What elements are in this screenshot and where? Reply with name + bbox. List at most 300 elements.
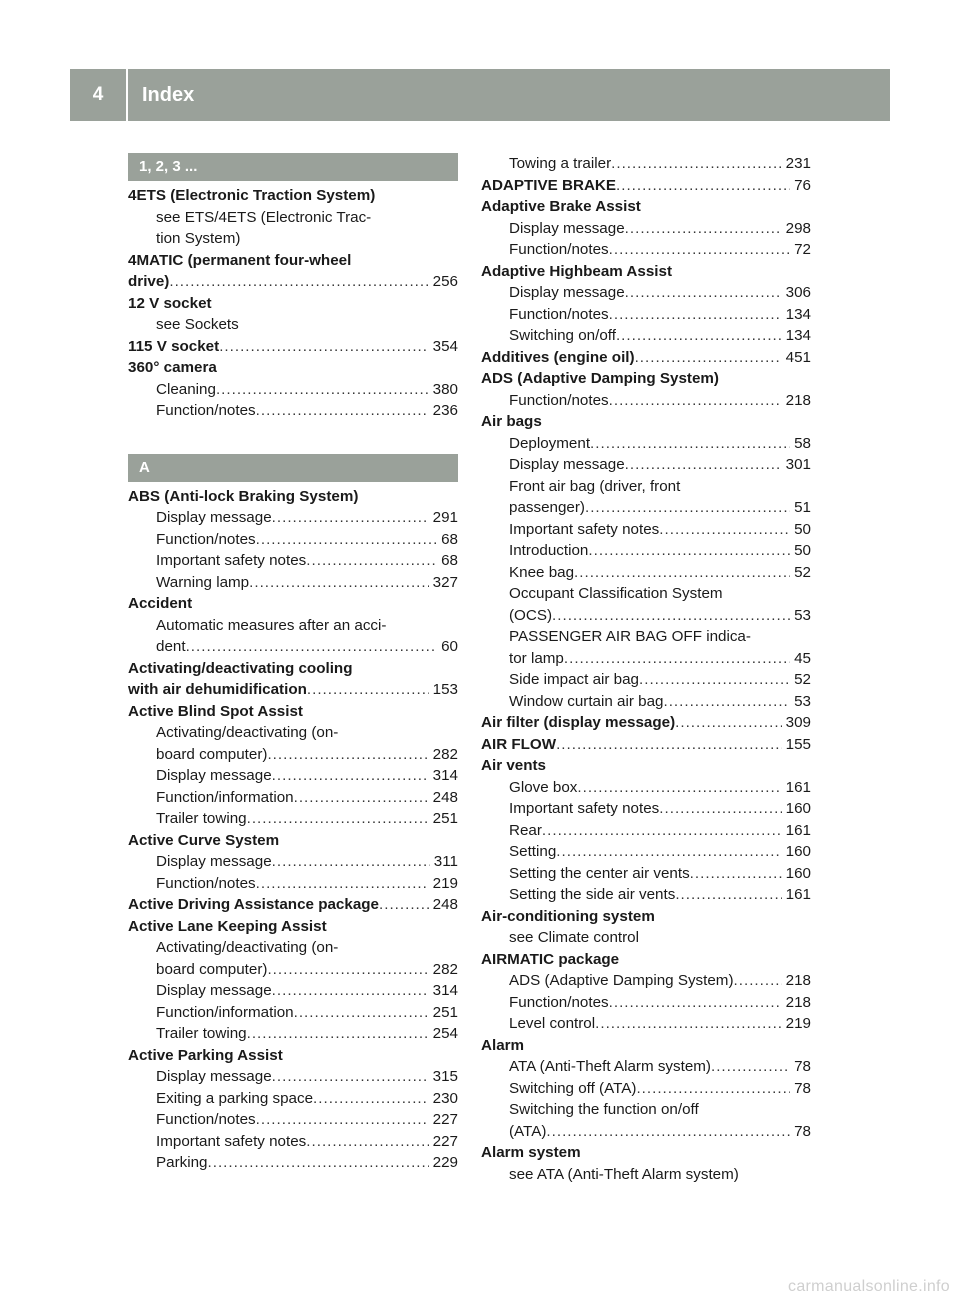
entry-page-number: 72 (794, 241, 811, 258)
index-subentry (481, 239, 811, 261)
entry-text: Active Driving Assistance package (128, 896, 379, 913)
entry-text: ADAPTIVE BRAKE (481, 176, 617, 194)
entry-text: drive) (128, 273, 170, 290)
index-entry (481, 734, 811, 756)
entry-text: Function/notes (156, 530, 256, 548)
entry-text: Towing a trailer (509, 155, 612, 172)
entry-text: Important safety notes (509, 800, 660, 817)
index-entry (128, 1045, 458, 1067)
entry-page-number: 68 (441, 552, 458, 569)
leader-dots (609, 304, 782, 326)
entry-page-number: 248 (432, 896, 458, 913)
entry-text: 4MATIC (permanent four-wheel (128, 251, 352, 269)
leader-dots (219, 336, 428, 358)
index-subentry (481, 927, 811, 949)
entry-text: Function/notes (509, 241, 609, 258)
entry-text: Display message (156, 853, 272, 870)
entry-text: Additives (engine oil) (481, 348, 635, 366)
entry-page-number: 161 (785, 821, 811, 839)
entry-page-number: 161 (785, 886, 811, 903)
index-subentry (128, 550, 458, 572)
entry-page-number: 231 (785, 155, 811, 172)
entry-page-number: 254 (432, 1025, 458, 1042)
index-entry (128, 593, 458, 615)
index-subentry (128, 615, 458, 637)
index-subentry (128, 1088, 458, 1110)
section-header: A (128, 454, 458, 482)
entry-text: with air dehumidification (128, 681, 307, 698)
index-subentry (128, 636, 458, 658)
entry-text: Function/information (156, 1003, 294, 1021)
leader-dots (574, 562, 790, 584)
index-subentry (481, 153, 811, 175)
leader-dots (542, 820, 782, 842)
entry-page-number: 291 (432, 509, 458, 526)
index-subentry (481, 992, 811, 1014)
index-subentry (481, 454, 811, 476)
index-subentry (128, 744, 458, 766)
entry-page-number: 53 (794, 692, 811, 710)
index-subentry (481, 1164, 811, 1186)
leader-dots (208, 1152, 429, 1174)
entry-text: Important safety notes (509, 520, 660, 538)
leader-dots (556, 841, 781, 863)
leader-dots (379, 894, 429, 916)
leader-dots (272, 765, 429, 787)
entry-text: Important safety notes (156, 1132, 307, 1150)
leader-dots (675, 712, 782, 734)
entry-page-number: 60 (441, 638, 458, 655)
index-column-left (128, 153, 458, 1174)
entry-text: see ATA (Anti-Theft Alarm system) (509, 1165, 739, 1183)
leader-dots (585, 497, 790, 519)
index-subentry (481, 1121, 811, 1143)
entry-page-number: 282 (432, 960, 458, 978)
leader-dots (556, 734, 782, 756)
entry-page-number: 298 (785, 219, 811, 237)
index-subentry (481, 562, 811, 584)
index-subentry (128, 400, 458, 422)
entry-page-number: 311 (433, 853, 458, 870)
index-subentry (128, 1002, 458, 1024)
entry-text: Display message (156, 767, 272, 784)
entry-page-number: 160 (785, 800, 811, 817)
index-subentry (128, 1152, 458, 1174)
entry-text: Function/notes (156, 874, 256, 892)
entry-text: Front air bag (driver, front (509, 477, 681, 495)
entry-text: Important safety notes (156, 552, 307, 569)
entry-text: Introduction (509, 542, 589, 559)
index-subentry (481, 798, 811, 820)
entry-text: ADS (Adaptive Damping System) (509, 972, 734, 989)
leader-dots (625, 282, 782, 304)
entry-page-number: 227 (432, 1111, 458, 1128)
entry-text: Setting the center air vents (509, 864, 690, 882)
index-entry (128, 250, 458, 272)
entry-text: Switching off (ATA) (509, 1079, 637, 1097)
entry-page-number: 306 (785, 284, 811, 301)
index-entry (481, 411, 811, 433)
watermark: carmanualsonline.info (788, 1278, 950, 1295)
leader-dots (552, 605, 790, 627)
entry-page-number: 227 (432, 1132, 458, 1150)
entry-text: Display message (509, 284, 625, 301)
entry-text: Deployment (509, 434, 591, 452)
leader-dots (690, 863, 782, 885)
leader-dots (169, 271, 428, 293)
entry-text: Air vents (481, 757, 546, 774)
entry-text: board computer) (156, 960, 268, 978)
entry-text: 12 V socket (128, 294, 212, 312)
entry-text: Accident (128, 595, 193, 612)
leader-dots (635, 347, 782, 369)
entry-page-number: 52 (794, 671, 811, 688)
leader-dots (267, 959, 428, 981)
entry-text: Warning lamp (156, 573, 250, 591)
index-subentry (128, 808, 458, 830)
index-subentry (481, 519, 811, 541)
entry-text: ABS (Anti-lock Braking System) (128, 487, 359, 505)
entry-page-number: 256 (432, 273, 458, 290)
index-subentry (481, 841, 811, 863)
index-entry (128, 658, 458, 680)
entry-page-number: 78 (794, 1058, 811, 1075)
entry-text: ATA (Anti-Theft Alarm system) (509, 1058, 711, 1075)
leader-dots (256, 400, 429, 422)
index-entry (481, 712, 811, 734)
section-header: 1, 2, 3 ... (128, 153, 458, 181)
entry-text: ADS (Adaptive Damping System) (481, 370, 719, 387)
entry-page-number: 160 (785, 864, 811, 882)
index-entry (128, 357, 458, 379)
leader-dots (249, 572, 429, 594)
leader-dots (616, 175, 790, 197)
entry-text: 360° camera (128, 359, 217, 376)
entry-text: Display message (156, 509, 272, 526)
entry-text: Display message (509, 456, 625, 473)
index-entry (481, 175, 811, 197)
leader-dots (595, 1013, 782, 1035)
index-entry (481, 196, 811, 218)
leader-dots (267, 744, 428, 766)
entry-text: Switching on/off (509, 327, 616, 344)
index-subentry (481, 583, 811, 605)
index-subentry (481, 884, 811, 906)
entry-page-number: 219 (432, 874, 458, 892)
entry-page-number: 50 (794, 520, 811, 538)
entry-page-number: 51 (794, 499, 811, 516)
index-subentry (128, 980, 458, 1002)
index-entry (481, 368, 811, 390)
index-subentry (481, 304, 811, 326)
entry-page-number: 53 (794, 606, 811, 624)
entry-page-number: 354 (432, 337, 458, 355)
index-entry (481, 261, 811, 283)
entry-text: passenger) (509, 499, 585, 516)
entry-text: Active Lane Keeping Assist (128, 917, 327, 935)
leader-dots (247, 1023, 429, 1045)
index-subentry (128, 1131, 458, 1153)
entry-text: Active Blind Spot Assist (128, 702, 303, 720)
index-entry (481, 1035, 811, 1057)
leader-dots (675, 884, 781, 906)
entry-text: tion System) (156, 230, 241, 247)
entry-text: Occupant Classification System (509, 585, 723, 602)
entry-text: Air filter (display message) (481, 714, 676, 731)
entry-text: Switching the function on/off (509, 1101, 699, 1118)
index-subentry (128, 207, 458, 229)
entry-text: board computer) (156, 745, 268, 763)
index-entry (128, 336, 458, 358)
index-entry (128, 830, 458, 852)
index-subentry (128, 1066, 458, 1088)
entry-text: Automatic measures after an acci- (156, 616, 387, 634)
index-subentry (481, 820, 811, 842)
index-entry (481, 906, 811, 928)
entry-text: Setting the side air vents (509, 886, 676, 903)
leader-dots (609, 992, 782, 1014)
index-subentry (128, 851, 458, 873)
index-entry (481, 755, 811, 777)
entry-text: Glove box (509, 778, 578, 796)
entry-text: Function/notes (509, 993, 609, 1011)
entry-text: Adaptive Brake Assist (481, 198, 641, 215)
entry-page-number: 327 (432, 573, 458, 591)
entry-text: Function/information (156, 788, 294, 806)
entry-page-number: 68 (441, 530, 458, 548)
entry-page-number: 236 (432, 402, 458, 419)
entry-text: Function/notes (156, 1111, 256, 1128)
index-entry (128, 185, 458, 207)
index-subentry (481, 325, 811, 347)
entry-text: Display message (156, 1068, 272, 1085)
entry-page-number: 315 (432, 1068, 458, 1085)
entry-text: Function/notes (156, 402, 256, 419)
leader-dots (546, 1121, 790, 1143)
index-subentry (128, 959, 458, 981)
index-subentry (481, 1099, 811, 1121)
index-entry (481, 1142, 811, 1164)
entry-page-number: 58 (794, 434, 811, 452)
entry-text: Level control (509, 1015, 596, 1032)
entry-text: AIRMATIC package (481, 950, 620, 968)
leader-dots (625, 454, 782, 476)
index-entry (128, 894, 458, 916)
entry-page-number: 218 (785, 391, 811, 409)
index-entry (128, 701, 458, 723)
entry-text: Display message (156, 982, 272, 999)
leader-dots (659, 519, 790, 541)
entry-page-number: 78 (794, 1079, 811, 1097)
index-subentry (128, 379, 458, 401)
entry-page-number: 153 (432, 681, 458, 698)
entry-page-number: 230 (432, 1089, 458, 1107)
index-subentry (481, 777, 811, 799)
index-entry (481, 949, 811, 971)
entry-text: Active Curve System (128, 831, 280, 849)
leader-dots (663, 691, 790, 713)
index-subentry (481, 1013, 811, 1035)
entry-text: Activating/deactivating (on- (156, 939, 339, 956)
leader-dots (294, 1002, 429, 1024)
index-subentry (481, 1078, 811, 1100)
entry-page-number: 134 (785, 327, 811, 344)
index-subentry (481, 390, 811, 412)
index-subentry (481, 626, 811, 648)
leader-dots (313, 1088, 429, 1110)
entry-text: Setting (509, 843, 557, 860)
entry-text: tor lamp (509, 649, 564, 667)
entry-text: Trailer towing (156, 1025, 247, 1042)
entry-text: Exiting a parking space (156, 1089, 314, 1107)
entry-text: Cleaning (156, 380, 216, 398)
entry-text: Knee bag (509, 563, 575, 581)
entry-text: see Climate control (509, 929, 639, 946)
leader-dots (711, 1056, 790, 1078)
entry-page-number: 251 (432, 1003, 458, 1021)
leader-dots (307, 679, 429, 701)
entry-text: Air bags (481, 413, 542, 430)
entry-text: Function/notes (509, 391, 609, 409)
leader-dots (272, 1066, 429, 1088)
entry-page-number: 219 (785, 1015, 811, 1032)
index-subentry (481, 970, 811, 992)
leader-dots (625, 218, 782, 240)
entry-text: Display message (509, 219, 625, 237)
leader-dots (609, 239, 790, 261)
index-subentry (128, 529, 458, 551)
index-subentry (481, 691, 811, 713)
entry-page-number: 282 (432, 745, 458, 763)
entry-page-number: 309 (785, 714, 811, 731)
index-subentry (128, 873, 458, 895)
entry-text: dent (156, 638, 186, 655)
index-subentry (481, 540, 811, 562)
entry-page-number: 45 (794, 649, 811, 667)
entry-page-number: 218 (785, 993, 811, 1011)
index-entry (128, 916, 458, 938)
entry-page-number: 76 (794, 176, 811, 194)
entry-text: Side impact air bag (509, 671, 640, 688)
index-subentry (481, 218, 811, 240)
header-divider (126, 69, 128, 121)
entry-text: Adaptive Highbeam Assist (481, 262, 673, 280)
entry-text: Active Parking Assist (128, 1046, 283, 1064)
leader-dots (247, 808, 429, 830)
entry-page-number: 155 (785, 735, 811, 753)
entry-text: 4ETS (Electronic Traction System) (128, 187, 376, 204)
index-subentry (128, 1109, 458, 1131)
leader-dots (639, 669, 790, 691)
entry-page-number: 301 (785, 456, 811, 473)
leader-dots (186, 636, 438, 658)
entry-page-number: 78 (794, 1122, 811, 1140)
entry-page-number: 314 (432, 982, 458, 999)
entry-page-number: 314 (432, 767, 458, 784)
index-subentry (128, 765, 458, 787)
entry-text: Activating/deactivating cooling (128, 659, 353, 677)
page-title: Index (142, 84, 195, 106)
index-subentry (481, 476, 811, 498)
leader-dots (577, 777, 781, 799)
leader-dots (636, 1078, 790, 1100)
entry-text: Parking (156, 1154, 208, 1171)
leader-dots (611, 153, 782, 175)
index-subentry (128, 314, 458, 336)
index-entry (128, 679, 458, 701)
index-entry (128, 293, 458, 315)
entry-text: see Sockets (156, 316, 239, 333)
entry-page-number: 248 (432, 788, 458, 806)
leader-dots (590, 433, 790, 455)
index-subentry (481, 282, 811, 304)
page-header (70, 69, 890, 121)
leader-dots (734, 970, 782, 992)
leader-dots (256, 1109, 429, 1131)
leader-dots (256, 529, 437, 551)
entry-text: Rear (509, 821, 542, 839)
index-subentry (481, 863, 811, 885)
index-entry (128, 486, 458, 508)
index-entry (481, 347, 811, 369)
index-subentry (128, 572, 458, 594)
entry-page-number: 251 (432, 810, 458, 827)
entry-text: PASSENGER AIR BAG OFF indica- (509, 628, 751, 645)
entry-page-number: 160 (785, 843, 811, 860)
leader-dots (588, 540, 790, 562)
leader-dots (272, 980, 429, 1002)
index-subentry (128, 787, 458, 809)
leader-dots (256, 873, 429, 895)
leader-dots (294, 787, 429, 809)
leader-dots (609, 390, 782, 412)
index-subentry (128, 507, 458, 529)
leader-dots (306, 550, 437, 572)
entry-page-number: 380 (432, 380, 458, 398)
entry-text: see ETS/4ETS (Electronic Trac- (156, 208, 372, 226)
leader-dots (306, 1131, 428, 1153)
entry-text: Function/notes (509, 305, 609, 323)
index-subentry (481, 1056, 811, 1078)
leader-dots (272, 851, 430, 873)
index-column-right (481, 153, 811, 1185)
index-entry (128, 271, 458, 293)
leader-dots (272, 507, 429, 529)
entry-text: Window curtain air bag (509, 692, 664, 710)
index-subentry (481, 605, 811, 627)
index-subentry (128, 1023, 458, 1045)
entry-text: Activating/deactivating (on- (156, 724, 339, 741)
entry-page-number: 451 (785, 348, 811, 366)
entry-text: AIR FLOW (481, 735, 557, 753)
index-subentry (481, 433, 811, 455)
entry-page-number: 52 (794, 563, 811, 581)
index-subentry (128, 228, 458, 250)
entry-page-number: 134 (785, 305, 811, 323)
index-subentry (481, 669, 811, 691)
entry-text: 115 V socket (128, 337, 220, 355)
entry-page-number: 229 (432, 1154, 458, 1171)
section-spacer (128, 422, 458, 454)
entry-page-number: 50 (794, 542, 811, 559)
index-subentry (128, 722, 458, 744)
leader-dots (659, 798, 781, 820)
leader-dots (564, 648, 790, 670)
leader-dots (616, 325, 782, 347)
entry-text: (ATA) (509, 1122, 547, 1140)
index-subentry (481, 648, 811, 670)
leader-dots (216, 379, 429, 401)
